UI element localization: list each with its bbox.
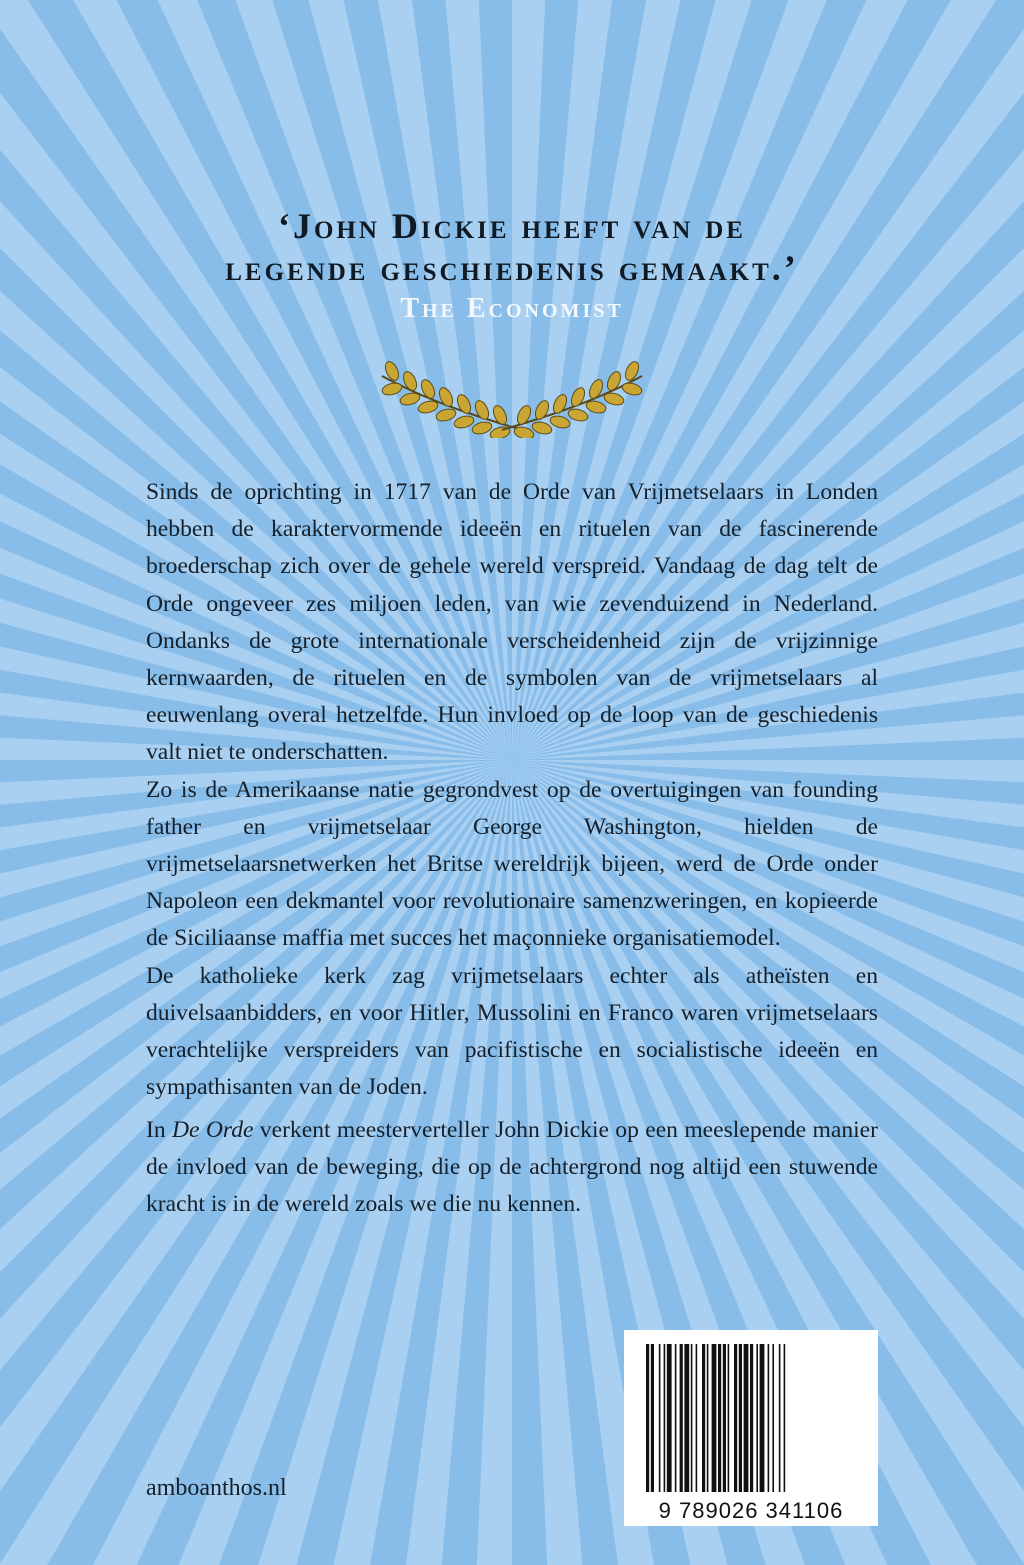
barcode-bar — [768, 1344, 770, 1492]
barcode-bar — [760, 1344, 765, 1492]
book-title: De Orde — [172, 1117, 254, 1143]
barcode-bar — [744, 1344, 749, 1492]
barcode-bar — [779, 1344, 781, 1492]
isbn-number: 9 789026 341106 — [658, 1498, 844, 1523]
blurb-p4-rest: verkent meesterverteller John Dickie op een meeslepende manier de invloed van de beweging, die op de achtergrond nog altijd een stuwende kracht is in de wereld zoals we die nu kennen. — [146, 1117, 878, 1218]
barcode-bar — [728, 1344, 730, 1492]
laurel-leaf — [605, 370, 623, 393]
quote-attribution: The Economist — [400, 293, 624, 324]
barcode-bar — [675, 1344, 677, 1492]
laurel-leaf — [513, 425, 535, 438]
barcode-bar — [659, 1344, 661, 1492]
laurel-leaf — [569, 386, 587, 409]
barcode-bar — [707, 1344, 709, 1492]
blurb-p4-prefix: In — [146, 1117, 172, 1143]
laurel-leaf — [471, 420, 493, 436]
blurb-paragraph-3: De katholieke kerk zag vrijmetselaars echter als atheïsten en duivelsaanbidders, en voor Hitler, Mussolini en Franco waren vrijmetselaars verachtelijke verspreiders van pacifistische en socialistische ideeën en sympathisanten van de Joden. — [146, 962, 878, 1101]
barcode-bar — [702, 1344, 705, 1492]
laurel-leaf — [531, 420, 553, 436]
laurel-leaf — [491, 404, 509, 427]
laurel-leaf — [381, 381, 403, 397]
barcode-bar — [646, 1344, 649, 1492]
barcode-bar — [784, 1344, 786, 1492]
barcode-bar — [680, 1344, 683, 1492]
barcode-bar — [664, 1344, 666, 1492]
laurel-leaf — [533, 399, 551, 422]
laurel-leaf — [419, 378, 437, 401]
laurel-leaf — [567, 407, 589, 423]
barcode-bar — [739, 1344, 742, 1492]
laurel-leaf — [435, 407, 457, 423]
quote-line-2: legende geschiedenis gemaakt.’ — [225, 248, 799, 288]
barcode-bar — [772, 1344, 774, 1492]
laurel-leaf — [453, 414, 475, 430]
blurb-paragraph-1: Sinds de oprichting in 1717 van de Orde van Vrijmetselaars in Londen hebben de karaktervormende ideeën en rituelen van de fascinerende broederschap zich over de gehele wereld verspreid. Vandaag de dag telt de Orde ongeveer zes miljoen leden, van wie zevenduizend in Nederland. Ondanks de grote internationale verscheidenheid zijn de vrijzinnige kernwaarden, de rituelen en de symbolen van de vrijmetselaars al eeuwenlang overal hetzelfde. Hun invloed op de loop van de geschiedenis valt niet te onderschatten. — [146, 479, 878, 766]
laurel-leaf — [437, 386, 455, 409]
blurb-paragraph-2: Zo is de Amerikaanse natie gegrondvest op de overtuigingen van founding father en vrijmetselaar George Washington, hielden de vrijmetselaarsnetwerken het Britse wereldrijk bijeen, werd de Orde onder Napoleon een dekmantel voor revolutionaire samenzweringen, en kopieerde de Siciliaanse maffia met succes het maçonnieke organisatiemodel. — [146, 776, 878, 952]
laurel-leaf — [587, 378, 605, 401]
laurel-leaf — [549, 414, 571, 430]
barcode-bar — [750, 1344, 753, 1492]
barcode-panel — [624, 1330, 878, 1526]
barcode-bar — [712, 1344, 717, 1492]
laurel-leaf — [455, 393, 473, 416]
laurel-leaf — [621, 381, 643, 397]
barcode-bar — [667, 1344, 672, 1492]
barcode — [624, 1330, 878, 1526]
laurel-leaf — [515, 404, 533, 427]
quote-line-1: ‘John Dickie heeft van de — [278, 206, 746, 246]
barcode-bar — [718, 1344, 721, 1492]
barcode-bar — [684, 1344, 689, 1492]
barcode-bar — [651, 1344, 654, 1492]
laurel-leaf — [473, 399, 491, 422]
barcode-bar — [723, 1344, 726, 1492]
barcode-bar — [734, 1344, 737, 1492]
laurel-leaf — [401, 370, 419, 393]
laurel-leaf — [489, 425, 511, 438]
blurb-text — [146, 474, 878, 1106]
laurel-leaf — [551, 393, 569, 416]
blurb-paragraph-4 — [146, 1112, 878, 1224]
publisher-website: amboanthos.nl — [146, 1475, 287, 1501]
laurel-branch-icon — [372, 358, 652, 438]
barcode-bar — [696, 1344, 698, 1492]
barcode-bar — [691, 1344, 693, 1492]
barcode-bar — [756, 1344, 758, 1492]
